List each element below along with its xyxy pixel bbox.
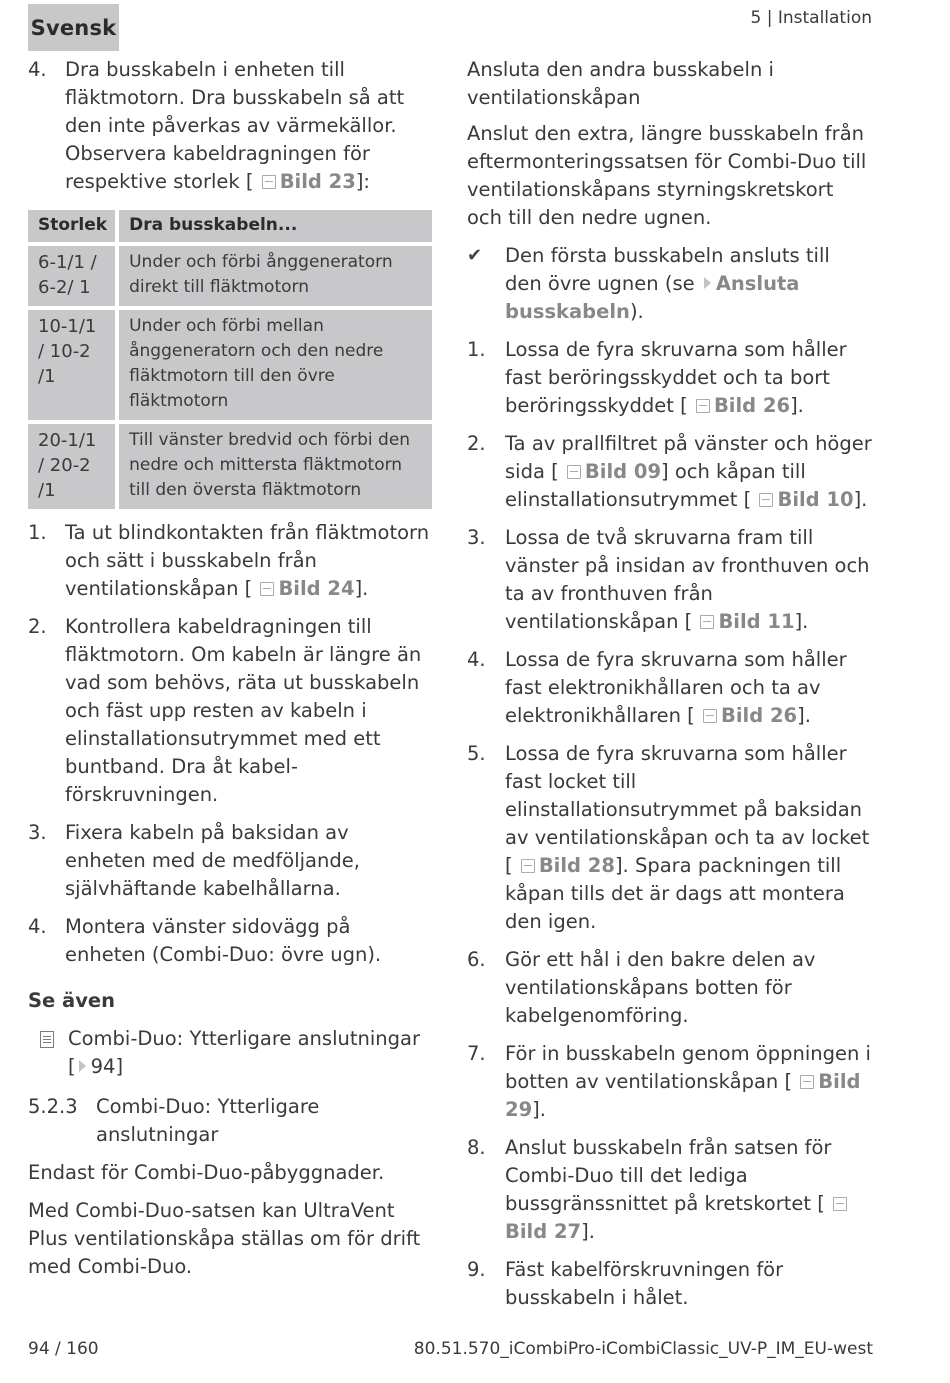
subheading: Ansluta den andra busskabeln i ventilationskåpan xyxy=(467,58,774,109)
figure-reference[interactable]: Bild 09 xyxy=(565,460,661,483)
step-number: 6. xyxy=(467,948,486,971)
section-number: 5.2.3 xyxy=(28,1095,78,1118)
step-text: Lossa de fyra skruvarna som håller fast locket till elinstallationsutrymmet på baksidan av ventilationskåpan och ta av locket [ Bild 28]. Spara packningen till kåpan tills det är dags att montera den igen. xyxy=(505,742,870,933)
step-text: Montera vänster sidovägg på enheten (Combi-Duo: övre ugn). xyxy=(65,915,382,966)
figure-reference[interactable]: Bild 11 xyxy=(698,610,794,633)
step-number: 7. xyxy=(467,1042,486,1065)
step-number: 5. xyxy=(467,742,486,765)
step-number: 4. xyxy=(28,915,47,938)
step-text: Fäst kabelförskruvningen för busskabeln i hålet. xyxy=(505,1258,784,1309)
step-item xyxy=(467,1256,872,1312)
image-icon xyxy=(759,493,773,507)
paragraph: Endast för Combi-Duo-påbyggnader. xyxy=(28,1161,385,1184)
section-title: Combi-Duo: Ytterligare anslutningar xyxy=(96,1095,320,1146)
step-item xyxy=(467,524,872,636)
step-item xyxy=(467,740,872,936)
cross-reference-link[interactable]: Ansluta busskabeln xyxy=(505,272,800,323)
step-text: Ta ut blindkontakten från fläktmotorn och sätt i busskabeln från ventilationskåpan [ Bild 24]. xyxy=(65,521,430,600)
arrow-right-icon xyxy=(704,277,711,289)
route-cell: Till vänster bredvid och förbi den nedre och mittersta fläktmotorn till den översta fläktmotorn xyxy=(119,424,432,509)
image-icon xyxy=(521,859,535,873)
step-text: Gör ett hål i den bakre delen av ventilationskåpans botten för kabelgenomföring. xyxy=(505,948,816,1027)
see-also-link[interactable] xyxy=(40,1025,433,1081)
image-icon xyxy=(700,615,714,629)
figure-reference[interactable]: Bild 23 xyxy=(260,170,356,193)
right-column xyxy=(467,56,872,1322)
step-item xyxy=(467,646,872,730)
left-column xyxy=(28,56,433,1291)
figure-reference[interactable]: Bild 24 xyxy=(258,577,354,600)
see-also-text: Combi-Duo: Ytterligare anslutningar [ 94] xyxy=(68,1027,420,1078)
step-item xyxy=(28,613,433,809)
paragraph: Med Combi-Duo-satsen kan UltraVent Plus ventilationskåpa ställas om för drift med Combi-Duo. xyxy=(28,1199,421,1278)
step-item xyxy=(28,819,433,903)
column-header-route: Dra busskabeln... xyxy=(119,210,432,242)
figure-reference[interactable]: Bild 26 xyxy=(694,394,790,417)
step-number: 2. xyxy=(28,615,47,638)
see-also-heading: Se även xyxy=(28,989,116,1012)
step-item xyxy=(467,1134,872,1246)
step-number: 2. xyxy=(467,432,486,455)
figure-reference[interactable]: Bild 10 xyxy=(757,488,853,511)
precondition-text: Den första busskabeln ansluts till den övre ugnen (se Ansluta busskabeln). xyxy=(505,244,830,323)
step-text: Ta av prallfiltret på vänster och höger sida [ Bild 09] och kåpan till elinstallationsutrymmet [ Bild 10]. xyxy=(505,432,872,511)
step-item xyxy=(467,1040,872,1124)
image-icon xyxy=(567,465,581,479)
image-icon xyxy=(800,1075,814,1089)
size-cell: 6-1/1 / 6-2/ 1 xyxy=(28,246,119,306)
step-text: Lossa de fyra skruvarna som håller fast elektronikhållaren och ta av elektronikhållaren [ Bild 26]. xyxy=(505,648,847,727)
step-text: Lossa de två skruvarna fram till vänster på insidan av fronthuven och ta av fronthuven från ventilationskåpan [ Bild 11]. xyxy=(505,526,870,633)
step-item xyxy=(467,946,872,1030)
step-text: Dra busskabeln i enheten till fläktmotorn. Dra busskabeln så att den inte påverkas av värmekällor. Observera kabeldragningen för respektive storlek [ Bild 23]: xyxy=(65,58,405,193)
step-number: 3. xyxy=(28,821,47,844)
document-id: 80.51.570_iCombiPro-iCombiClassic_UV-P_IM_EU-west xyxy=(413,1339,873,1359)
step-text: För in busskabeln genom öppningen i botten av ventilationskåpan [ Bild 29]. xyxy=(505,1042,871,1121)
step-item xyxy=(28,519,433,603)
step-number: 1. xyxy=(467,338,486,361)
chapter-header: 5 | Installation xyxy=(750,8,872,28)
checkmark-icon: ✔ xyxy=(467,245,483,266)
step-number: 8. xyxy=(467,1136,486,1159)
page-number: 94 / 160 xyxy=(28,1339,99,1359)
image-icon xyxy=(833,1197,847,1211)
step-text: Kontrollera kabeldragningen till fläktmotorn. Om kabeln är längre än vad som behövs, räta ut busskabeln och fäst upp resten av kabeln i elinstallationsutrymmet med ett buntband. Dra åt kabel-förskruvningen. xyxy=(65,615,422,806)
route-cell: Under och förbi mellan ånggeneratorn och den nedre fläktmotorn till den övre fläktmotorn xyxy=(119,310,432,420)
image-icon xyxy=(260,582,274,596)
route-cell: Under och förbi ånggeneratorn direkt till fläktmotorn xyxy=(119,246,432,306)
figure-reference[interactable]: Bild 28 xyxy=(519,854,615,877)
step-number: 4. xyxy=(467,648,486,671)
document-icon xyxy=(40,1031,54,1048)
step-item xyxy=(28,913,433,969)
figure-reference[interactable]: Bild 29 xyxy=(505,1070,861,1121)
size-cell: 20-1/1 / 20-2 /1 xyxy=(28,424,119,509)
image-icon xyxy=(262,175,276,189)
step-number: 1. xyxy=(28,521,47,544)
step-text: Anslut busskabeln från satsen för Combi-Duo till det lediga bussgränssnittet på kretskortet [ Bild 27]. xyxy=(505,1134,872,1246)
step-text: Fixera kabeln på baksidan av enheten med de medföljande, självhäftande kabelhållarna. xyxy=(65,821,360,900)
step-item xyxy=(28,56,433,196)
image-icon xyxy=(703,709,717,723)
step-text: Lossa de fyra skruvarna som håller fast beröringsskyddet och ta bort beröringsskyddet [ Bild 26]. xyxy=(505,338,847,417)
step-number: 3. xyxy=(467,526,486,549)
step-number: 9. xyxy=(467,1258,486,1281)
arrow-right-icon xyxy=(79,1060,86,1072)
table-header-row xyxy=(28,210,432,242)
language-tab: Svensk xyxy=(28,4,119,51)
figure-reference[interactable]: Bild 26 xyxy=(701,704,797,727)
intro-paragraph: Anslut den extra, längre busskabeln från eftermonteringssatsen för Combi-Duo till ventilationskåpans styrningskretskort och till den nedre ugnen. xyxy=(467,122,867,229)
size-table xyxy=(28,206,432,513)
step-item xyxy=(467,430,872,514)
table-row xyxy=(28,246,432,306)
column-header-size: Storlek xyxy=(28,210,119,242)
size-cell: 10-1/1 / 10-2 /1 xyxy=(28,310,119,420)
step-number: 4. xyxy=(28,58,47,81)
step-item xyxy=(467,336,872,420)
figure-reference[interactable]: Bild 27 xyxy=(505,1192,851,1243)
table-row xyxy=(28,310,432,420)
table-row xyxy=(28,424,432,509)
image-icon xyxy=(696,399,710,413)
precondition-item xyxy=(467,242,872,326)
section-heading xyxy=(28,1093,433,1149)
